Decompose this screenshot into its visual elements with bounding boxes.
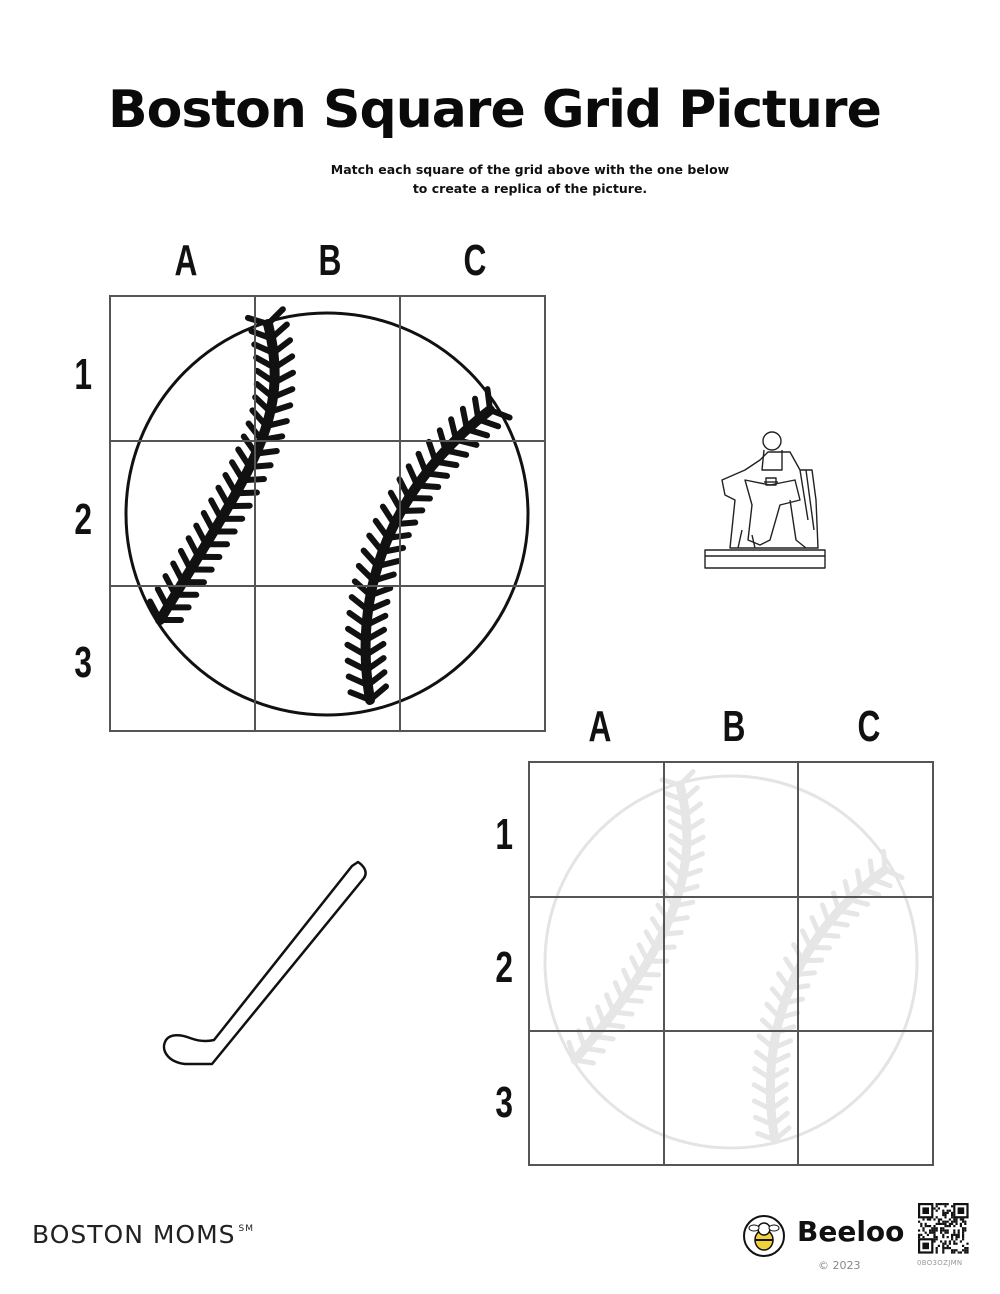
qr-module bbox=[942, 1229, 944, 1231]
qr-module bbox=[925, 1232, 927, 1234]
qr-module bbox=[920, 1234, 922, 1236]
qr-module bbox=[960, 1251, 962, 1253]
qr-module bbox=[936, 1251, 938, 1253]
qr-module bbox=[940, 1229, 942, 1231]
qr-module bbox=[927, 1218, 929, 1220]
qr-module bbox=[953, 1240, 955, 1242]
qr-module bbox=[942, 1251, 944, 1253]
stitch-mark bbox=[478, 419, 498, 426]
qr-module bbox=[949, 1225, 951, 1227]
qr-module bbox=[953, 1218, 955, 1220]
qr-module bbox=[966, 1247, 968, 1249]
stitch-mark bbox=[436, 462, 457, 465]
qr-module bbox=[953, 1251, 955, 1253]
bee-logo-icon bbox=[744, 1216, 784, 1256]
qr-module bbox=[953, 1249, 955, 1251]
qr-module bbox=[964, 1249, 966, 1251]
qr-module bbox=[925, 1223, 927, 1225]
qr-module bbox=[944, 1247, 946, 1249]
qr-module bbox=[942, 1249, 944, 1251]
faint-baseball-icon bbox=[545, 772, 917, 1148]
qr-module bbox=[951, 1234, 953, 1236]
qr-module bbox=[942, 1245, 944, 1247]
top-col-label-c: C bbox=[463, 236, 487, 285]
stitch-mark bbox=[158, 589, 168, 608]
qr-module bbox=[938, 1203, 940, 1205]
stitch-mark bbox=[640, 974, 659, 975]
qr-module bbox=[940, 1240, 942, 1242]
qr-module bbox=[942, 1247, 944, 1249]
statue-icon bbox=[705, 432, 825, 568]
stitch-mark bbox=[475, 399, 478, 420]
qr-module bbox=[938, 1221, 940, 1223]
qr-module bbox=[944, 1232, 946, 1234]
stitch-mark bbox=[181, 551, 191, 570]
qr-module bbox=[929, 1218, 931, 1220]
qr-module bbox=[942, 1214, 944, 1216]
bottom-col-label-b: B bbox=[722, 702, 746, 751]
qr-module bbox=[936, 1223, 938, 1225]
worksheet-code: 0BO3OZJMN bbox=[917, 1259, 963, 1267]
stitch-mark bbox=[417, 486, 438, 487]
qr-module bbox=[942, 1234, 944, 1236]
qr-module bbox=[949, 1223, 951, 1225]
stitch-mark bbox=[225, 475, 236, 493]
qr-module bbox=[936, 1205, 938, 1207]
qr-module bbox=[958, 1251, 960, 1253]
qr-module bbox=[927, 1234, 929, 1236]
qr-module bbox=[953, 1234, 955, 1236]
instructions-line-2: to create a replica of the picture. bbox=[412, 181, 648, 196]
stitch-mark bbox=[490, 410, 510, 418]
stitch-mark bbox=[218, 488, 228, 506]
qr-module bbox=[951, 1205, 953, 1207]
qr-module bbox=[944, 1243, 946, 1245]
qr-module bbox=[942, 1243, 944, 1245]
qr-module bbox=[944, 1225, 946, 1227]
stitch-mark bbox=[873, 879, 890, 886]
qr-module bbox=[944, 1223, 946, 1225]
qr-module bbox=[955, 1243, 957, 1245]
bottom-row-label-2: 2 bbox=[495, 943, 514, 992]
stitch-mark bbox=[870, 861, 872, 880]
qr-module bbox=[940, 1227, 942, 1229]
stitch-mark bbox=[250, 465, 271, 467]
qr-module bbox=[962, 1249, 964, 1251]
qr-module bbox=[951, 1212, 953, 1214]
qr-module bbox=[962, 1245, 964, 1247]
qr-module bbox=[962, 1218, 964, 1220]
qr-module bbox=[933, 1236, 935, 1238]
qr-module bbox=[922, 1207, 929, 1214]
qr-module bbox=[936, 1203, 938, 1205]
qr-module bbox=[931, 1229, 933, 1231]
stitch-mark bbox=[383, 507, 394, 525]
stitch-mark bbox=[238, 449, 249, 467]
qr-module bbox=[936, 1247, 938, 1249]
qr-module bbox=[947, 1245, 949, 1247]
brand-name: BOSTON MOMS bbox=[32, 1220, 236, 1249]
stitch-mark bbox=[388, 535, 409, 538]
qr-module bbox=[947, 1247, 949, 1249]
qr-module bbox=[938, 1223, 940, 1225]
qr-module bbox=[955, 1223, 957, 1225]
top-row-label-1: 1 bbox=[74, 350, 93, 399]
qr-module bbox=[942, 1227, 944, 1229]
instructions-line-1: Match each square of the grid above with the one below bbox=[330, 162, 730, 177]
qr-module bbox=[942, 1203, 944, 1205]
stitch-mark bbox=[196, 526, 206, 545]
qr-module bbox=[951, 1251, 953, 1253]
stitch-mark bbox=[487, 389, 490, 410]
qr-module bbox=[947, 1236, 949, 1238]
stitch-mark bbox=[256, 451, 277, 454]
qr-module bbox=[960, 1240, 962, 1242]
qr-module bbox=[947, 1221, 949, 1223]
qr-module bbox=[944, 1205, 946, 1207]
qr-module bbox=[964, 1229, 966, 1231]
qr-module bbox=[940, 1232, 942, 1234]
qr-module bbox=[962, 1232, 964, 1234]
qr-module bbox=[964, 1221, 966, 1223]
stitch-mark bbox=[376, 521, 388, 538]
qr-module bbox=[944, 1221, 946, 1223]
qr-module bbox=[933, 1227, 935, 1229]
top-col-label-a: A bbox=[174, 236, 198, 285]
qr-module bbox=[944, 1203, 946, 1205]
stitch-mark bbox=[189, 538, 199, 557]
stitch-mark bbox=[884, 851, 885, 870]
qr-module bbox=[936, 1229, 938, 1231]
qr-module bbox=[960, 1223, 962, 1225]
stitch-mark bbox=[248, 318, 268, 324]
qr-module bbox=[944, 1212, 946, 1214]
qr-module bbox=[933, 1240, 935, 1242]
qr-module bbox=[953, 1229, 955, 1231]
stitch-mark bbox=[624, 970, 632, 987]
stitch-mark bbox=[394, 523, 415, 525]
qr-module bbox=[947, 1210, 949, 1212]
top-col-label-b: B bbox=[318, 236, 342, 285]
qr-module bbox=[929, 1229, 931, 1231]
qr-module bbox=[942, 1236, 944, 1238]
qr-module bbox=[960, 1225, 962, 1227]
qr-module bbox=[944, 1229, 946, 1231]
qr-module bbox=[942, 1210, 944, 1212]
qr-module bbox=[942, 1221, 944, 1223]
stitch-mark bbox=[588, 1019, 594, 1037]
stitch-mark bbox=[822, 905, 828, 923]
qr-module bbox=[951, 1249, 953, 1251]
qr-module bbox=[962, 1238, 964, 1240]
stitch-mark bbox=[236, 493, 257, 494]
stitch-mark bbox=[173, 563, 183, 582]
stitch-mark bbox=[615, 983, 622, 1000]
qr-module bbox=[936, 1236, 938, 1238]
qr-module bbox=[920, 1223, 922, 1225]
qr-module bbox=[953, 1221, 955, 1223]
brand-service-mark: SM bbox=[238, 1224, 255, 1234]
stitch-mark bbox=[802, 931, 810, 948]
qr-module bbox=[953, 1243, 955, 1245]
stitch-mark bbox=[663, 933, 682, 935]
stitch-mark bbox=[786, 959, 796, 975]
hockey-stick-icon bbox=[164, 862, 366, 1064]
stitch-mark bbox=[585, 1048, 603, 1051]
qr-module bbox=[962, 1236, 964, 1238]
right-seam-stitches bbox=[347, 389, 509, 700]
qr-module bbox=[947, 1225, 949, 1227]
stitch-mark bbox=[669, 918, 687, 921]
qr-module bbox=[962, 1229, 964, 1231]
qr-module bbox=[938, 1207, 940, 1209]
boston-moms-brand bbox=[32, 1220, 254, 1249]
qr-module bbox=[922, 1218, 924, 1220]
top-grid bbox=[110, 296, 545, 731]
qr-module bbox=[964, 1251, 966, 1253]
stitch-mark bbox=[812, 918, 819, 935]
stitch-mark bbox=[446, 450, 467, 454]
qr-module bbox=[947, 1232, 949, 1234]
copyright: © 2023 bbox=[818, 1259, 861, 1272]
stitch-mark bbox=[426, 473, 447, 475]
stitch-mark bbox=[409, 466, 418, 485]
qr-module bbox=[936, 1216, 938, 1218]
qr-module bbox=[951, 1214, 953, 1216]
qr-module bbox=[955, 1234, 957, 1236]
stitch-mark bbox=[607, 995, 614, 1012]
stitch-mark bbox=[211, 500, 221, 518]
qr-module bbox=[964, 1223, 966, 1225]
qr-module bbox=[936, 1238, 938, 1240]
qr-module bbox=[933, 1218, 935, 1220]
beeloo-brand: Beeloo bbox=[797, 1215, 905, 1248]
qr-module bbox=[936, 1210, 938, 1212]
qr-module bbox=[966, 1249, 968, 1251]
top-row-label-2: 2 bbox=[74, 495, 93, 544]
qr-module bbox=[922, 1236, 924, 1238]
qr-module bbox=[942, 1223, 944, 1225]
qr-module bbox=[933, 1207, 935, 1209]
qr-module bbox=[933, 1232, 935, 1234]
qr-module bbox=[922, 1229, 924, 1231]
stitch-mark bbox=[604, 1024, 623, 1026]
qr-module bbox=[927, 1225, 929, 1227]
qr-module bbox=[951, 1236, 953, 1238]
qr-module bbox=[958, 1207, 965, 1214]
qr-module bbox=[955, 1236, 957, 1238]
stitch-mark bbox=[646, 932, 656, 948]
stitch-mark bbox=[579, 1031, 585, 1049]
bottom-col-label-c: C bbox=[857, 702, 881, 751]
stitch-mark bbox=[861, 889, 879, 895]
qr-module bbox=[933, 1234, 935, 1236]
stitch-mark bbox=[463, 409, 467, 430]
stitch-mark bbox=[850, 900, 868, 905]
qr-module bbox=[918, 1229, 920, 1231]
stitch-mark bbox=[829, 922, 847, 925]
qr-module bbox=[947, 1203, 949, 1205]
qr-module bbox=[918, 1234, 920, 1236]
qr-module bbox=[929, 1225, 931, 1227]
qr-module bbox=[936, 1227, 938, 1229]
qr-module bbox=[949, 1218, 951, 1220]
qr-module bbox=[947, 1229, 949, 1231]
qr-module bbox=[947, 1212, 949, 1214]
qr-module bbox=[944, 1240, 946, 1242]
qr-module bbox=[933, 1225, 935, 1227]
stitch-mark bbox=[419, 454, 427, 474]
qr-module bbox=[958, 1229, 960, 1231]
qr-module bbox=[920, 1225, 922, 1227]
qr-module bbox=[951, 1216, 953, 1218]
qr-module bbox=[918, 1236, 920, 1238]
qr-module bbox=[949, 1247, 951, 1249]
stitch-mark bbox=[429, 442, 436, 462]
qr-module bbox=[933, 1229, 935, 1231]
qr-module bbox=[962, 1234, 964, 1236]
stitch-mark bbox=[262, 436, 283, 440]
qr-module bbox=[929, 1232, 931, 1234]
stitch-mark bbox=[623, 1000, 642, 1002]
baseball-icon bbox=[126, 309, 528, 715]
qr-module bbox=[925, 1225, 927, 1227]
qr-module bbox=[949, 1243, 951, 1245]
qr-module bbox=[964, 1227, 966, 1229]
stitch-mark bbox=[885, 870, 902, 877]
qr-module bbox=[964, 1247, 966, 1249]
qr-module bbox=[936, 1249, 938, 1251]
bottom-row-label-1: 1 bbox=[495, 810, 514, 859]
stitch-mark bbox=[803, 960, 822, 961]
bottom-col-label-a: A bbox=[588, 702, 612, 751]
qr-module bbox=[931, 1232, 933, 1234]
qr-module bbox=[949, 1210, 951, 1212]
stitch-mark bbox=[401, 510, 422, 511]
stitch-mark bbox=[204, 513, 214, 532]
stitch-mark bbox=[595, 1036, 613, 1039]
page-title: Boston Square Grid Picture bbox=[108, 80, 881, 140]
qr-module bbox=[933, 1238, 935, 1240]
qr-module bbox=[958, 1234, 960, 1236]
qr-module bbox=[951, 1223, 953, 1225]
bottom-row-label-3: 3 bbox=[495, 1078, 514, 1127]
stitch-mark bbox=[631, 987, 650, 988]
stitch-mark bbox=[833, 893, 838, 911]
qr-module bbox=[958, 1236, 960, 1238]
qr-module bbox=[962, 1227, 964, 1229]
qr-module bbox=[962, 1221, 964, 1223]
stitch-mark bbox=[639, 945, 648, 961]
qr-module bbox=[938, 1218, 940, 1220]
qr-module bbox=[940, 1203, 942, 1205]
qr-module bbox=[922, 1243, 929, 1250]
stitch-mark bbox=[451, 419, 456, 439]
stitch-mark bbox=[598, 1007, 605, 1024]
stitch-mark bbox=[819, 935, 838, 937]
stitch-mark bbox=[232, 462, 243, 480]
qr-module bbox=[958, 1232, 960, 1234]
qr-module bbox=[955, 1249, 957, 1251]
stitch-mark bbox=[575, 1060, 593, 1063]
qr-module bbox=[944, 1214, 946, 1216]
qr-module bbox=[955, 1218, 957, 1220]
stitch-mark bbox=[243, 479, 264, 480]
stitch-mark bbox=[680, 772, 693, 785]
qr-module bbox=[951, 1221, 953, 1223]
stitch-mark bbox=[467, 429, 487, 435]
qr-module bbox=[942, 1212, 944, 1214]
bottom-grid bbox=[529, 762, 933, 1165]
qr-module bbox=[955, 1221, 957, 1223]
qr-module bbox=[922, 1227, 924, 1229]
qr-module bbox=[918, 1221, 920, 1223]
qr-module bbox=[938, 1245, 940, 1247]
qr-module bbox=[949, 1240, 951, 1242]
qr-module bbox=[951, 1238, 953, 1240]
top-row-label-3: 3 bbox=[74, 638, 93, 687]
qr-module bbox=[931, 1227, 933, 1229]
stitch-mark bbox=[268, 309, 283, 324]
qr-module bbox=[940, 1218, 942, 1220]
qr-module bbox=[966, 1243, 968, 1245]
qr-code-icon bbox=[918, 1203, 969, 1254]
qr-module bbox=[953, 1225, 955, 1227]
stitch-mark bbox=[614, 1012, 633, 1014]
stitch-mark bbox=[857, 871, 860, 889]
qr-module bbox=[955, 1238, 957, 1240]
qr-module bbox=[953, 1232, 955, 1234]
qr-module bbox=[940, 1223, 942, 1225]
stitch-mark bbox=[652, 919, 662, 935]
qr-module bbox=[966, 1251, 968, 1253]
qr-module bbox=[960, 1218, 962, 1220]
qr-module bbox=[944, 1216, 946, 1218]
stitch-mark bbox=[632, 958, 640, 975]
